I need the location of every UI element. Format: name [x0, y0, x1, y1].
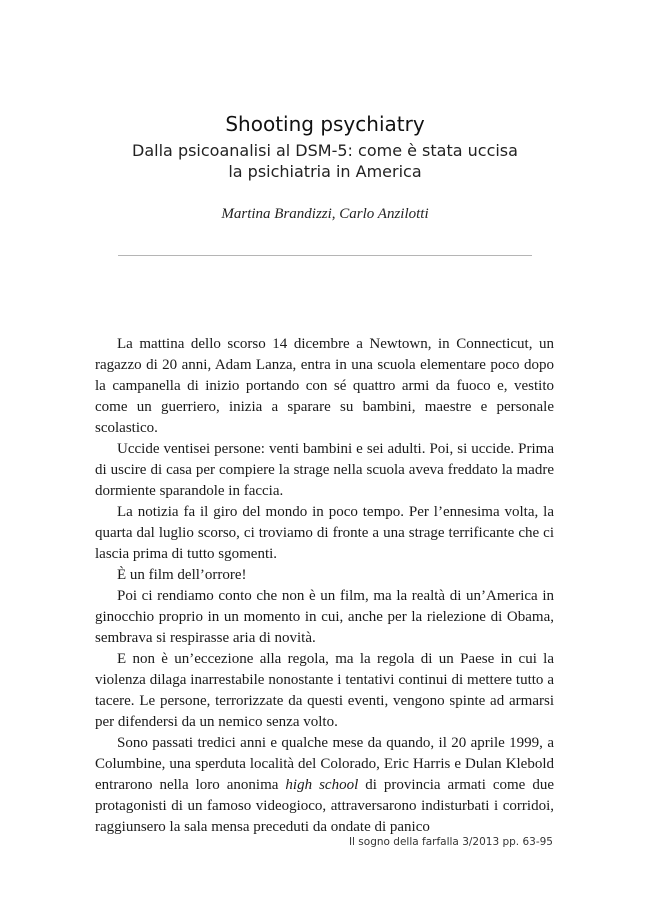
- paragraph-3: La notizia fa il giro del mondo in poco tempo. Per l’ennesima volta, la quarta dal luglio scorso, ci troviamo di fronte a una strage terrificante che ci lascia prima di tutto sgomenti.: [95, 504, 554, 562]
- article-body: [95, 334, 554, 838]
- paragraph-4: È un film dell’orrore!: [117, 567, 247, 583]
- paragraph-1: La mattina dello scorso 14 dicembre a Newtown, in Connecticut, un ragazzo di 20 anni, Adam Lanza, entra in una scuola elementare poco dopo la campanella di inizio portando con sé quattro armi da fuoco e, vestito come un guerriero, inizia a sparare su bambini, maestre e personale scolastico.: [95, 336, 554, 436]
- paragraph-6: E non è un’eccezione alla regola, ma la regola di un Paese in cui la violenza dilaga inarrestabile nonostante i tentativi continui di mettere tutto a tacere. Le persone, terrorizzate da questi eventi, vengono spinte ad armarsi per difendersi da un nemico senza volto.: [95, 651, 554, 730]
- paragraph-7-end: di provincia armati come due protagonisti di un famoso videogioco, attraversarono indisturbati i corridoi, raggiunsero la sala mensa preceduti da ondate di panico: [95, 777, 554, 835]
- subtitle-line-2: la psichiatria in America: [228, 162, 422, 181]
- paragraph-7-emphasis: high school: [285, 777, 359, 793]
- paragraph-7-start: Sono passati tredici anni e qualche mese da quando, il 20 aprile 1999, a Columbine, una sperduta località del Colorado, Eric Harris e Dulan Klebold entrarono nella loro anonima: [95, 735, 554, 793]
- article-title: Shooting psychiatry: [225, 112, 425, 136]
- paragraph-5: Poi ci rendiamo conto che non è un film, ma la realtà di un’America in ginocchio proprio in un momento in cui, anche per la rielezione di Obama, sembrava si respirasse aria di novità.: [95, 588, 554, 646]
- paragraph-2: Uccide ventisei persone: venti bambini e sei adulti. Poi, si uccide. Prima di uscire di casa per compiere la strage nella scuola aveva freddato la madre dormiente sparandole in faccia.: [95, 441, 554, 499]
- subtitle-line-1: Dalla psicoanalisi al DSM-5: come è stata uccisa: [132, 141, 518, 160]
- article-subtitle: [0, 140, 650, 182]
- journal-citation: Il sogno della farfalla 3/2013 pp. 63-95: [348, 836, 553, 848]
- paragraph-7: [95, 733, 554, 838]
- article-authors: Martina Brandizzi, Carlo Anzilotti: [221, 206, 429, 222]
- header-divider: [118, 255, 532, 256]
